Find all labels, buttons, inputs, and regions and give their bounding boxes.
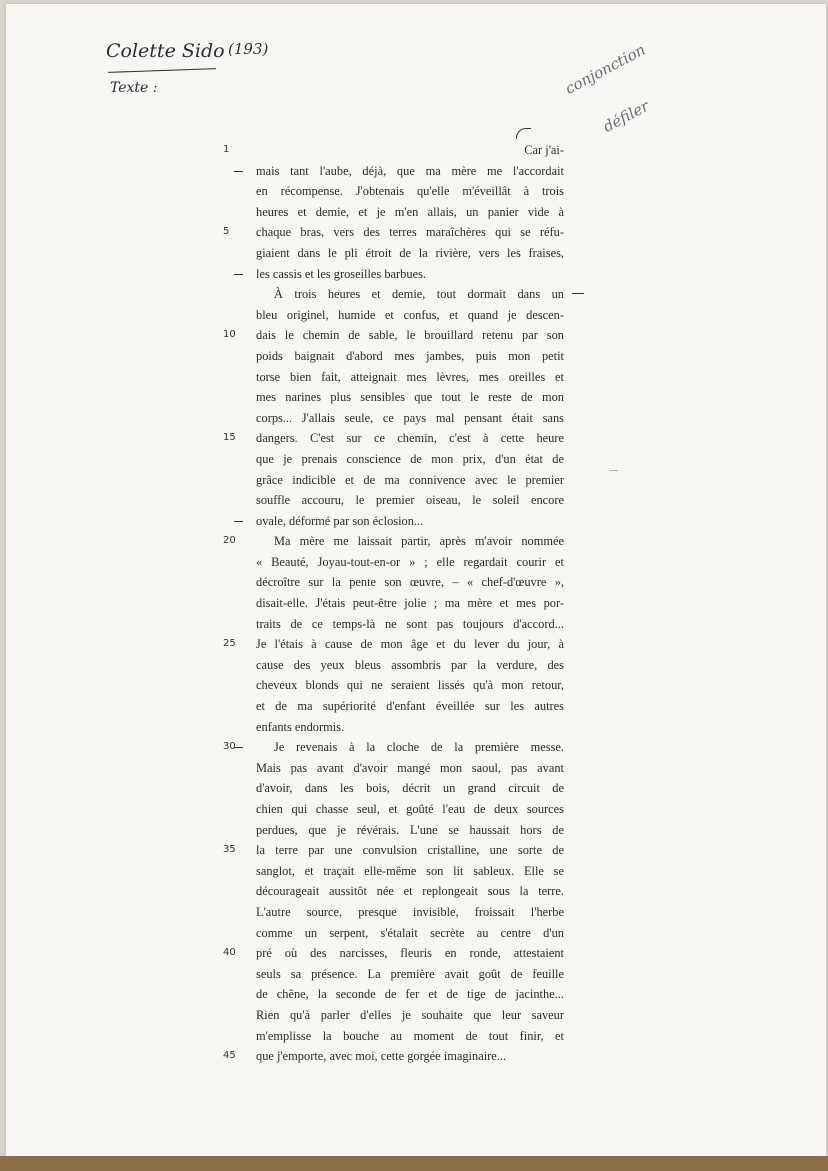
line-text: Rien qu'à parler d'elles je souhaite que leur saveur (256, 1007, 564, 1022)
line-text: poids baignait d'abord mes jambes, puis mon petit (256, 348, 564, 363)
text-line (256, 305, 564, 326)
text-line (256, 675, 564, 696)
line-number: 40 (223, 947, 236, 959)
line-text: ovale, déformé par son éclosion... (256, 513, 424, 528)
text-line (256, 881, 564, 902)
line-text: en récompense. J'obtenais qu'elle m'éveillât à trois (256, 184, 564, 199)
text-line (256, 758, 564, 779)
line-text: décourageait aussitôt née et replongeait sous la terre. (256, 884, 564, 899)
margin-dash-mark (572, 293, 584, 294)
text-line (256, 408, 564, 429)
insertion-caret-mark (516, 128, 531, 139)
line-text: chien qui chasse seul, et goûté l'eau de deux sources (256, 802, 564, 816)
line-text: torse bien fait, atteignait mes lèvres, mes oreilles et (256, 369, 564, 384)
line-number: 35 (223, 844, 236, 856)
line-text: dais le chemin de sable, le brouillard retenu par son (256, 328, 564, 343)
line-number: 15 (223, 432, 236, 444)
text-line (256, 552, 564, 573)
author-underline (108, 68, 216, 73)
line-text: et de ma supériorité d'enfant éveillée sur les autres (256, 699, 564, 714)
line-text: enfants endormis. (256, 719, 345, 734)
text-line (256, 264, 564, 285)
text-line (256, 161, 564, 182)
handwritten-year: (193) (228, 40, 269, 58)
line-text: À trois heures et demie, tout dormait dans un (274, 287, 564, 302)
line-text: grâce indicible et de ma connivence avec le premier (256, 472, 564, 487)
text-line (223, 531, 564, 552)
line-text: décroître sur la pente son œuvre, – « chef-d'œuvre », (256, 575, 564, 590)
text-line (256, 346, 564, 367)
line-text: bleu originel, humide et confus, et quand je descen- (256, 307, 564, 322)
text-line (256, 614, 564, 635)
line-text: les cassis et les groseilles barbues. (256, 266, 426, 281)
line-text: que j'emporte, avec moi, cette gorgée imaginaire... (256, 1049, 507, 1064)
line-number: 20 (223, 535, 236, 547)
line-text: souffle accouru, le premier oiseau, le soleil encore (256, 493, 564, 508)
line-text: comme un serpent, s'étalait secrète au centre d'un (256, 925, 564, 940)
scan-bottom-edge (0, 1156, 828, 1171)
line-text: cheveux blonds qui ne seraient lissés qu'à mon retour, (256, 678, 564, 693)
text-line (256, 923, 564, 944)
text-line (256, 511, 564, 532)
line-text: dangers. C'est sur ce chemin, c'est à cette heure (256, 431, 564, 446)
text-line (223, 428, 564, 449)
line-number: 45 (223, 1050, 236, 1062)
text-line (256, 572, 564, 593)
text-line (256, 202, 564, 223)
text-line (256, 284, 564, 305)
text-line (256, 820, 564, 841)
line-text: perdues, que je révérais. L'une se haussait hors de (256, 822, 564, 837)
line-text: que je prenais conscience de mon prix, d'un état de (256, 451, 564, 466)
line-text: heures et demie, et je m'en allais, un panier vide à (256, 204, 564, 219)
text-line (256, 861, 564, 882)
line-text: « Beauté, Joyau-tout-en-or » ; elle regardait courir et (256, 554, 564, 569)
text-line (256, 1026, 564, 1047)
line-number: 10 (223, 329, 236, 341)
margin-note-1: conjonction (562, 40, 649, 98)
line-number: 1 (223, 144, 230, 155)
text-line (256, 181, 564, 202)
line-text: Car j'ai- (524, 143, 564, 157)
line-text: m'emplisse la bouche au moment de tout finir, et (256, 1028, 564, 1043)
line-number: 5 (223, 226, 230, 238)
margin-dash-mark (234, 274, 243, 275)
printed-text-block (223, 140, 564, 1067)
text-line (256, 984, 564, 1005)
line-number: 30 (223, 741, 236, 753)
line-text: mes narines plus sensibles que tout le reste de mon (256, 390, 564, 405)
line-text: chaque bras, vers des terres maraîchères qui se réfu- (256, 225, 564, 240)
faint-margin-mark (610, 470, 618, 471)
text-line (223, 140, 564, 161)
line-text: disait-elle. J'étais peut-être jolie ; ma mère et mes por- (256, 596, 564, 611)
line-number: 25 (223, 638, 236, 650)
text-line (256, 964, 564, 985)
text-line (223, 943, 564, 964)
line-text: cause des yeux bleus assombris par la verdure, des (256, 657, 564, 672)
line-text: la terre par une convulsion cristalline, une sorte de (256, 843, 564, 858)
margin-note-2: défiler (600, 96, 653, 136)
margin-dash-mark (234, 521, 243, 522)
text-line (223, 1046, 564, 1067)
text-line (256, 778, 564, 799)
handwritten-author: Colette Sido (106, 40, 225, 62)
line-text: Je l'étais à cause de mon âge et du lever du jour, à (256, 637, 564, 652)
text-line (256, 470, 564, 491)
text-line (223, 634, 564, 655)
line-text: traits de ce temps-là ne sont pas toujours d'accord... (256, 616, 564, 631)
text-line (256, 799, 564, 820)
line-text: de chêne, la seconde de fer et de tige de jacinthe... (256, 987, 564, 1002)
text-line (256, 902, 564, 923)
line-text: Mais pas avant d'avoir mangé mon saoul, pas avant (256, 760, 564, 775)
text-line (256, 367, 564, 388)
text-line (256, 717, 564, 738)
text-line (256, 243, 564, 264)
margin-dash-mark (234, 747, 243, 748)
scanned-page (6, 4, 826, 1156)
line-text: d'avoir, dans les bois, décrit un grand circuit de (256, 781, 564, 796)
text-line (256, 490, 564, 511)
line-text: mais tant l'aube, déjà, que ma mère me l'accordait (256, 163, 564, 178)
line-text: sanglot, et traçait elle-même son lit sableux. Elle se (256, 863, 564, 878)
line-text: giaient dans le pli étroit de la rivière, vers les fraises, (256, 245, 564, 260)
line-text: Je revenais à la cloche de la première messe. (274, 740, 564, 755)
text-line (256, 696, 564, 717)
line-text: pré où des narcisses, fleuris en ronde, attestaient (256, 946, 564, 961)
line-text: L'autre source, presque invisible, froissait l'herbe (256, 904, 564, 919)
handwritten-label: Texte : (110, 80, 158, 96)
text-line (256, 655, 564, 676)
text-line (256, 449, 564, 470)
line-text: seuls sa présence. La première avait goût de feuille (256, 966, 564, 981)
text-line (223, 325, 564, 346)
text-line (256, 1005, 564, 1026)
line-text: Ma mère me laissait partir, après m'avoir nommée (274, 534, 564, 549)
text-line (223, 840, 564, 861)
margin-dash-mark (234, 171, 243, 172)
line-text: corps... J'allais seule, ce pays mal pensant était sans (256, 410, 564, 425)
text-line (256, 387, 564, 408)
text-line (223, 737, 564, 758)
text-line (256, 593, 564, 614)
text-line (223, 222, 564, 243)
